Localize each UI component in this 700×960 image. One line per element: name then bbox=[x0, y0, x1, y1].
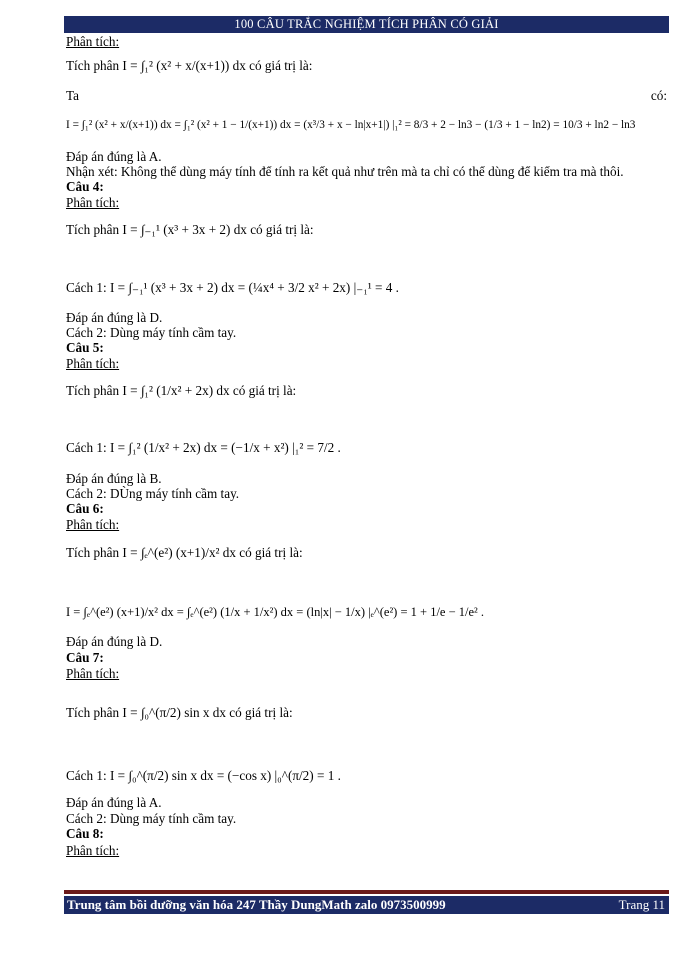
problem-7-method-1: Cách 1: I = ∫₀^(π/2) sin x dx = (−cos x) |₀^(π/2) = 1 . bbox=[66, 768, 341, 783]
co-text: có: bbox=[650, 88, 667, 103]
analysis-label: Phân tích: bbox=[66, 195, 120, 210]
page-header-title: 100 CÂU TRẮC NGHIỆM TÍCH PHÂN CÓ GIẢI bbox=[64, 16, 669, 33]
page-number: Trang 11 bbox=[618, 897, 665, 912]
problem-6-solution: I = ∫ₑ^(e²) (x+1)/x² dx = ∫ₑ^(e²) (1/x + 1/x²) dx = (ln|x| − 1/x) |ₑ^(e²) = 1 + 1/e − 1/e² . bbox=[66, 605, 485, 619]
remark-text: Nhận xét: Không thể dùng máy tính để tính ra kết quả như trên mà ta chỉ có thể dùng để kiểm tra mà thôi. bbox=[66, 164, 624, 179]
question-5-heading: Câu 5: bbox=[66, 340, 104, 355]
problem-5-statement: Tích phân I = ∫₁² (1/x² + 2x) dx có giá trị là: bbox=[66, 383, 297, 398]
question-4-heading: Câu 4: bbox=[66, 179, 104, 194]
ta-text: Ta bbox=[66, 88, 79, 103]
problem-3-solution: I = ∫₁² (x² + x/(x+1)) dx = ∫₁² (x² + 1 − 1/(x+1)) dx = (x³/3 + x − ln|x+1|) |₁² = 8/3 + 2 − ln3 − (1/3 + 1 − ln2) = 10/3 + ln2 − ln3 bbox=[66, 119, 636, 131]
problem-4-method-1: Cách 1: I = ∫₋₁¹ (x³ + 3x + 2) dx = (¼x⁴ + 3/2 x² + 2x) |₋₁¹ = 4 . bbox=[66, 280, 399, 295]
problem-6-statement: Tích phân I = ∫ₑ^(e²) (x+1)/x² dx có giá trị là: bbox=[66, 545, 303, 560]
question-8-heading: Câu 8: bbox=[66, 826, 104, 841]
method-2-text: Cách 2: DÙng máy tính cầm tay. bbox=[66, 486, 240, 501]
question-7-heading: Câu 7: bbox=[66, 650, 104, 665]
method-2-text: Cách 2: Dùng máy tính cầm tay. bbox=[66, 325, 237, 340]
analysis-label: Phân tích: bbox=[66, 34, 120, 49]
answer-d: Đáp án đúng là D. bbox=[66, 310, 163, 325]
question-6-heading: Câu 6: bbox=[66, 501, 104, 516]
analysis-label: Phân tích: bbox=[66, 517, 120, 532]
answer-a: Đáp án đúng là A. bbox=[66, 795, 162, 810]
problem-4-statement: Tích phân I = ∫₋₁¹ (x³ + 3x + 2) dx có giá trị là: bbox=[66, 222, 314, 237]
problem-7-statement: Tích phân I = ∫₀^(π/2) sin x dx có giá trị là: bbox=[66, 705, 293, 720]
problem-5-method-1: Cách 1: I = ∫₁² (1/x² + 2x) dx = (−1/x + x²) |₁² = 7/2 . bbox=[66, 440, 341, 455]
answer-d: Đáp án đúng là D. bbox=[66, 634, 163, 649]
method-2-text: Cách 2: Dùng máy tính cầm tay. bbox=[66, 811, 237, 826]
analysis-label: Phân tích: bbox=[66, 666, 120, 681]
analysis-label: Phân tích: bbox=[66, 843, 120, 858]
answer-a: Đáp án đúng là A. bbox=[66, 149, 162, 164]
page-footer bbox=[64, 896, 669, 914]
analysis-label: Phân tích: bbox=[66, 356, 120, 371]
problem-3-statement: Tích phân I = ∫₁² (x² + x/(x+1)) dx có giá trị là: bbox=[66, 58, 313, 73]
footer-center-name: Trung tâm bồi dưỡng văn hóa 247 Thầy DungMath zalo 0973500999 bbox=[67, 897, 446, 912]
footer-divider bbox=[64, 890, 669, 894]
answer-b: Đáp án đúng là B. bbox=[66, 471, 162, 486]
